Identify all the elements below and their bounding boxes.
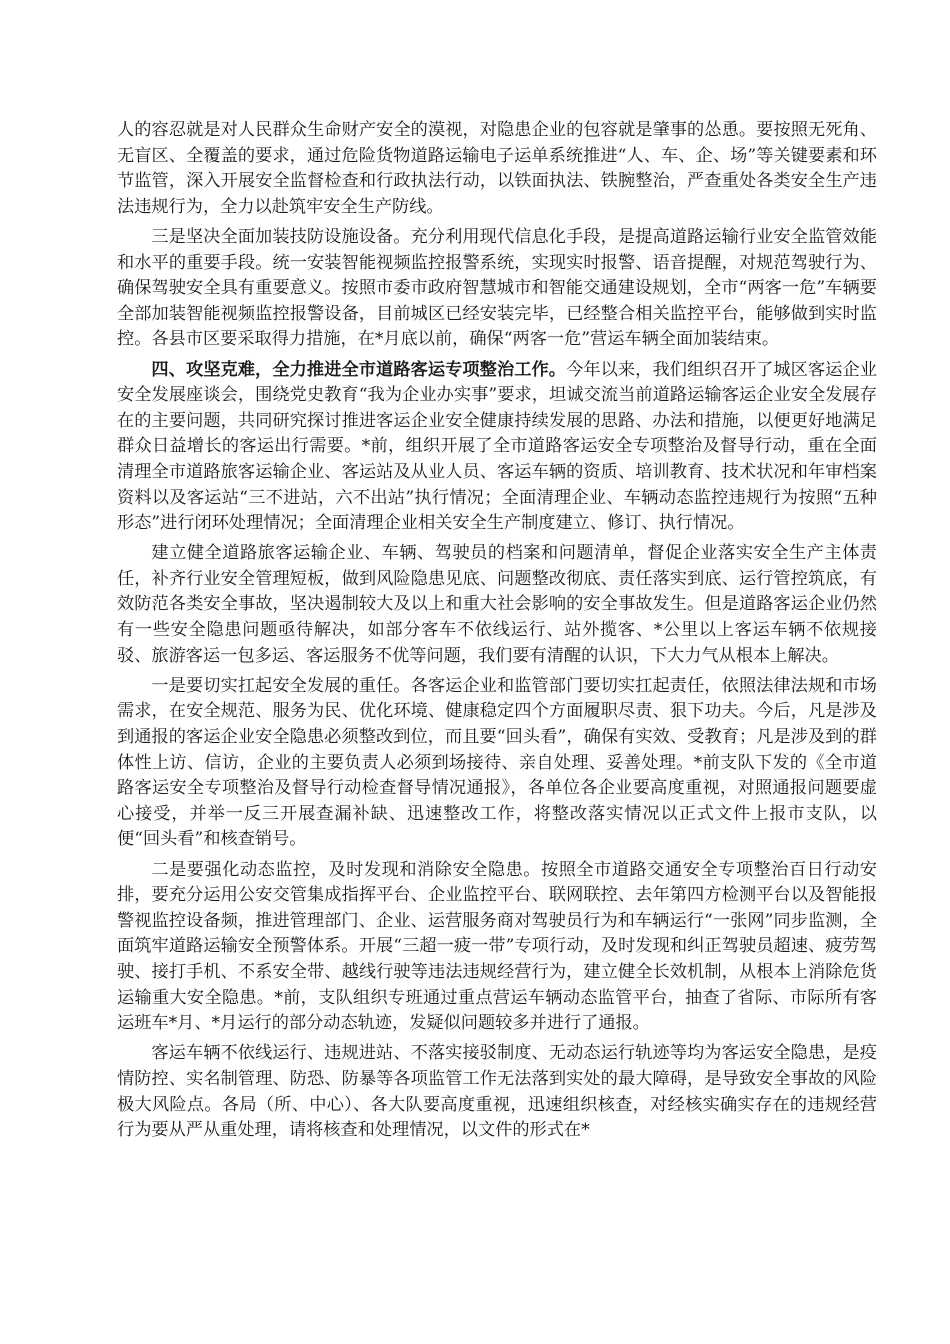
paragraph-text: 客运车辆不依线运行、违规进站、不落实接驳制度、无动态运行轨迹等均为客运安全隐患，是疫情防控、实名制管理、防恐、防暴等各项监管工作无法落到实处的最大障碍，是导致安全事故的风险极大风险点。各局（所、中心）、各大队要高度重视，迅速组织核查，对经核实确实存在的违规经营行为要从严从重处理，请将核查和处理情况，以文件的形式在* bbox=[117, 1043, 877, 1141]
paragraph-text: 一是要切实扛起安全发展的重任。各客运企业和监管部门要切实扛起责任，依照法律法规和市场需求，在安全规范、服务为民、优化环境、健康稳定四个方面履职尽责、狠下功夫。今后，凡是涉及到通报的客运企业安全隐患必须整改到位，而且要“回头看”，确保有实效、受教育；凡是涉及到的群体性上访、信访，企业的主要负责人必须到场接待、亲自处理、妥善处理。*前支队下发的《全市道路客运安全专项整治及督导行动检查督导情况通报》，各单位各企业要高度重视，对照通报问题要虚心接受，并举一反三开展查漏补缺、迅速整改工作，将整改落实情况以正式文件上报市支队，以便“回头看”和核查销号。 bbox=[117, 675, 877, 850]
paragraph-tech-equipment bbox=[117, 225, 877, 353]
paragraph-text: 建立健全道路旅客运输企业、车辆、驾驶员的档案和问题清单，督促企业落实安全生产主体责任，补齐行业安全管理短板，做到风险隐患见底、问题整改彻底、责任落实到底、运行管控筑底，有效防范各类安全事故，坚决遏制较大及以上和重大社会影响的安全事故发生。但是道路客运企业仍然有一些安全隐患问题亟待解决，如部分客车不依线运行、站外揽客、*公里以上客运车辆不依规接驳、旅游客运一包多运、客运服务不优等问题，我们要有清醒的认识，下大力气从根本上解决。 bbox=[117, 543, 877, 666]
paragraph-archives bbox=[117, 541, 877, 669]
paragraph-monitoring bbox=[117, 858, 877, 1037]
document-page bbox=[117, 118, 877, 1148]
paragraph-text: 今年以来，我们组织召开了城区客运企业安全发展座谈会，围绕党史教育“我为企业办实事”要求，坦诚交流当前道路运输客运企业安全发展存在的主要问题，共同研究探讨推进客运企业安全健康持续发展的思路、办法和措施，以便更好地满足群众日益增长的客运出行需要。*前，组织开展了全市道路客运安全专项整治及督导行动，重在全面清理全市道路旅客运输企业、客运站及从业人员、客运车辆的资质、培训教育、技术状况和年审档案资料以及客运站“三不进站，六不出站”执行情况；全面清理企业、车辆动态监控违规行为按照“五种形态”进行闭环处理情况；全面清理企业相关安全生产制度建立、修订、执行情况。 bbox=[117, 359, 877, 534]
paragraph-section-four bbox=[117, 358, 877, 537]
paragraph-text: 二是要强化动态监控，及时发现和消除安全隐患。按照全市道路交通安全专项整治百日行动安排，要充分运用公安交管集成指挥平台、企业监控平台、联网联控、去年第四方检测平台以及智能报警视监控设备频，推进管理部门、企业、运营服务商对驾驶员行为和车辆运行“一张网”同步监测，全面筑牢道路运输安全预警体系。开展“三超一疲一带”专项行动，及时发现和纠正驾驶员超速、疲劳驾驶、接打手机、不系安全带、越线行驶等违法违规经营行为，建立健全长效机制，从根本上消除危货运输重大安全隐患。*前，支队组织专班通过重点营运车辆动态监管平台，抽查了省际、市际所有客运班车*月、*月运行的部分动态轨迹，发疑似问题较多并进行了通报。 bbox=[117, 859, 877, 1034]
section-heading: 四、攻坚克难，全力推进全市道路客运专项整治工作。 bbox=[151, 359, 567, 380]
paragraph-violations bbox=[117, 1041, 877, 1143]
paragraph-continuation bbox=[117, 118, 877, 220]
paragraph-text: 人的容忍就是对人民群众生命财产安全的漠视，对隐患企业的包容就是肇事的怂恿。要按照无死角、无盲区、全覆盖的要求，通过危险货物道路运输电子运单系统推进“人、车、企、场”等关键要素和环节监管，深入开展安全监督检查和行政执法行动，以铁面执法、铁腕整治，严查重处各类安全生产违法违规行为，全力以赴筑牢安全生产防线。 bbox=[117, 120, 877, 217]
paragraph-text: 三是坚决全面加装技防设施设备。充分利用现代信息化手段，是提高道路运输行业安全监管效能和水平的重要手段。统一安装智能视频监控报警系统，实现实时报警、语音提醒，对规范驾驶行为、确保驾驶安全具有重要意义。按照市委市政府智慧城市和智能交通建设规划，全市“两客一危”车辆要全部加装智能视频监控报警设备，目前城区已经安装完毕，已经整合相关监控平台，能够做到实时监控。各县市区要采取得力措施，在*月底以前，确保“两客一危”营运车辆全面加装结束。 bbox=[117, 226, 877, 350]
paragraph-responsibility bbox=[117, 674, 877, 853]
